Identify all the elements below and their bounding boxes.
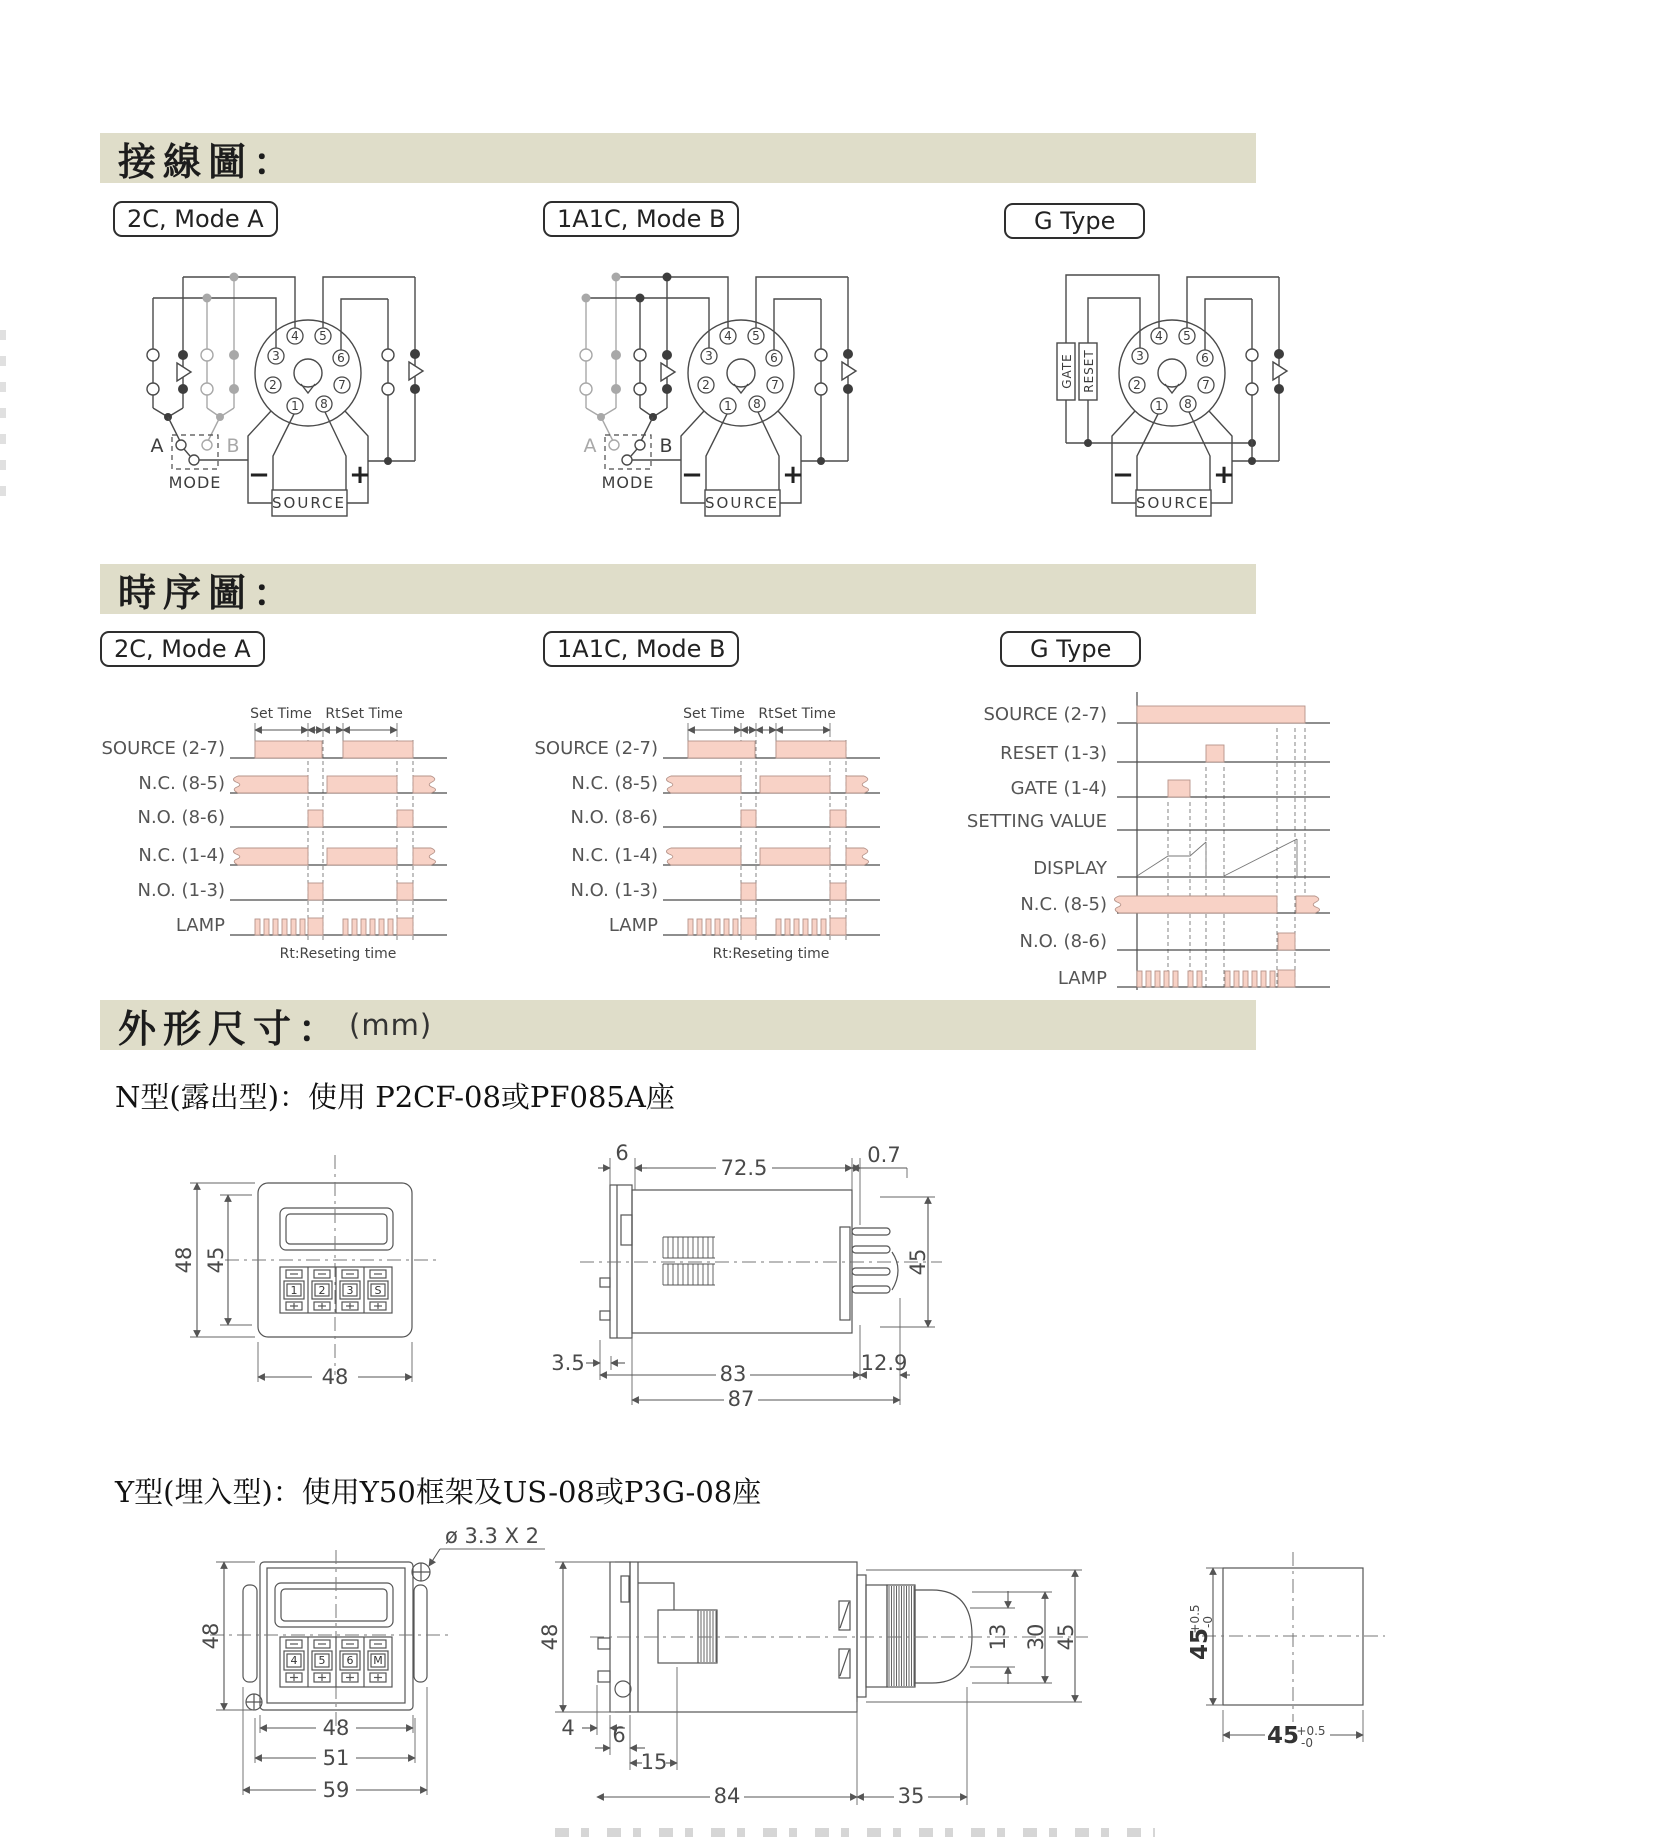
row-lamp: LAMP [175, 915, 225, 936]
pin-8: 8 [1184, 397, 1192, 411]
socket-icon [255, 320, 361, 426]
row-no-13: N.O. (1-3) [137, 880, 225, 901]
source-box-label: SOURCE [272, 494, 346, 512]
timing-b-guides [688, 737, 846, 940]
pin-8: 8 [320, 397, 328, 411]
row-source: SOURCE (2-7) [534, 738, 658, 759]
timing-b-row-labels [535, 738, 659, 936]
pin-6: 6 [770, 351, 778, 365]
timing-b-rows [663, 741, 880, 935]
pin-1: 1 [1155, 399, 1163, 413]
y-type-side-view [470, 1545, 1100, 1825]
socket-icon [688, 320, 794, 426]
timing-a-annotation [250, 706, 403, 737]
dim-87: 87 [727, 1387, 755, 1411]
mode-box-label: MODE [601, 473, 655, 492]
timing-b-annotation [683, 706, 836, 737]
wiring-g-source [1112, 411, 1235, 516]
wiring-section-title: 接線圖： [118, 138, 299, 184]
wiring-g-rails [1187, 277, 1279, 461]
timing-a-rows [230, 741, 447, 935]
row-gate: GATE (1-4) [1010, 778, 1107, 799]
row-reset: RESET (1-3) [1000, 743, 1107, 764]
mode-switch [151, 435, 249, 492]
y-side-body [590, 1562, 1088, 1712]
set-time-label-1: Set Time [683, 706, 745, 722]
wiring-variant-label-2c-mode-a: 2C, Mode A [113, 201, 278, 237]
n-side-body [580, 1185, 942, 1338]
mode-a-label: A [583, 435, 597, 457]
panel-cutout-view [1180, 1550, 1440, 1780]
rt-label: Rt [325, 706, 341, 722]
n-front-body [225, 1155, 440, 1375]
cutout-tol-dn-left: -0 [1201, 1616, 1215, 1628]
plus-sign: + [349, 460, 371, 490]
pin-4: 4 [1155, 329, 1163, 343]
pin-2: 2 [269, 378, 277, 392]
pin-8: 8 [753, 397, 761, 411]
row-no-86: N.O. (8-6) [137, 807, 225, 828]
mode-a-label: A [150, 435, 164, 457]
mode-b-label: B [226, 435, 240, 457]
minus-sign: − [681, 460, 703, 490]
minus-sign: − [248, 460, 270, 490]
row-nc-14: N.C. (1-4) [571, 845, 658, 866]
wheel-digit-2: 2 [318, 1284, 326, 1297]
n-side-dimensions [551, 1141, 935, 1411]
dim-48-bottom: 48 [322, 1716, 350, 1740]
reset-time-note: Rt:Reseting time [279, 946, 397, 962]
mode-b-label: B [659, 435, 673, 457]
dimensions-section-header [100, 1000, 1256, 1050]
timing-g-row-labels [967, 704, 1108, 989]
reset-time-note: Rt:Reseting time [712, 946, 830, 962]
y-side-dimensions [538, 1562, 1082, 1808]
wiring-diagram-1a1c-mode-b [528, 240, 948, 530]
row-no-86: N.O. (8-6) [1019, 931, 1107, 952]
pin-5: 5 [1183, 329, 1191, 343]
dim-48-bottom: 48 [321, 1365, 349, 1389]
pin-2: 2 [1133, 378, 1141, 392]
dim-48-left: 48 [538, 1623, 562, 1651]
row-no-86: N.O. (8-6) [570, 807, 658, 828]
wheel-digit-2: 5 [318, 1654, 326, 1667]
dim-83: 83 [719, 1362, 747, 1386]
wiring-diagram-2c-mode-a [95, 240, 515, 530]
heat-sink-fins [663, 1237, 715, 1285]
wheel-digit-1: 1 [290, 1284, 298, 1297]
timing-chart-2c-mode-a [95, 700, 495, 970]
y-type-heading: Y型(埋入型)：使用Y50框架及US-08或P3G-08座 [115, 1475, 762, 1509]
dim-48-left: 48 [199, 1622, 223, 1650]
mode-box-label: MODE [168, 473, 222, 492]
pin-5: 5 [319, 329, 327, 343]
wiring-variant-label-g-type: G Type [1004, 203, 1145, 239]
pin-3: 3 [1136, 349, 1144, 363]
dim-30: 30 [1024, 1623, 1048, 1651]
pin-4: 4 [291, 329, 299, 343]
dimensions-unit: (mm) [349, 1008, 433, 1042]
cutout-dimensions [1187, 1568, 1363, 1750]
row-nc-14: N.C. (1-4) [138, 845, 225, 866]
n-type-side-view [480, 1130, 950, 1420]
wheel-digit-4: M [373, 1654, 383, 1667]
socket-icon [1119, 320, 1225, 426]
wiring-b-left-contacts [580, 349, 675, 441]
dim-12-9: 12.9 [860, 1351, 908, 1375]
set-time-label-1: Set Time [250, 706, 312, 722]
source-box-label: SOURCE [1136, 494, 1210, 512]
row-nc-85: N.C. (8-5) [1020, 894, 1107, 915]
cutout-tol-up-bottom: +0.5 [1296, 1724, 1326, 1738]
timing-a-guides [255, 737, 413, 940]
pin-7: 7 [338, 378, 346, 392]
rt-label: Rt [758, 706, 774, 722]
wiring-g-gate-reset [1057, 275, 1256, 447]
row-no-13: N.O. (1-3) [570, 880, 658, 901]
wiring-b-source [681, 411, 804, 516]
mode-switch [584, 435, 682, 492]
row-source: SOURCE (2-7) [983, 704, 1107, 725]
dim-35: 35 [897, 1784, 925, 1808]
dim-84: 84 [713, 1784, 741, 1808]
cutout-tol-dn-bottom: -0 [1301, 1736, 1313, 1750]
cutout-centerlines [1202, 1552, 1385, 1722]
set-time-label-2: Set Time [341, 706, 403, 722]
pin-3: 3 [705, 349, 713, 363]
pin-7: 7 [771, 378, 779, 392]
cropped-bottom-text [555, 1828, 1155, 1837]
dimensions-section-title: 外形尺寸： [118, 1005, 344, 1051]
pin-7: 7 [1202, 378, 1210, 392]
minus-sign: − [1112, 460, 1134, 490]
plus-sign: + [782, 460, 804, 490]
wheel-digit-3: 3 [346, 1284, 354, 1297]
n-type-heading: N型(露出型)：使用 P2CF-08或PF085A座 [115, 1080, 675, 1114]
wheel-digit-1: 4 [290, 1654, 298, 1667]
dim-6: 6 [612, 1723, 626, 1747]
n-type-front-view [140, 1150, 460, 1400]
wheel-digit-3: 6 [346, 1654, 354, 1667]
dim-15: 15 [640, 1750, 668, 1774]
timing-chart-g-type [860, 690, 1370, 1000]
row-source: SOURCE (2-7) [101, 738, 225, 759]
cutout-dim-left: 45 [1187, 1627, 1213, 1661]
pin-1: 1 [724, 399, 732, 413]
dim-48-left: 48 [172, 1246, 196, 1274]
cutout-dim-bottom: 45 [1266, 1723, 1300, 1749]
plus-sign: + [1213, 460, 1235, 490]
row-nc-85: N.C. (8-5) [138, 773, 225, 794]
wiring-a-left-contacts [147, 349, 239, 441]
set-time-label-2: Set Time [774, 706, 836, 722]
timing-variant-label-2c-mode-a: 2C, Mode A [100, 631, 265, 667]
timing-variant-label-g-type: G Type [1000, 631, 1141, 667]
pin-2: 2 [702, 378, 710, 392]
wiring-variant-label-1a1c-mode-b: 1A1C, Mode B [543, 201, 739, 237]
n-front-thumbwheels [280, 1267, 392, 1313]
row-lamp: LAMP [608, 915, 658, 936]
pin-1: 1 [291, 399, 299, 413]
row-display: DISPLAY [1033, 858, 1107, 879]
dim-45-right: 45 [906, 1248, 930, 1276]
pin-3: 3 [272, 349, 280, 363]
dim-45-inner: 45 [204, 1246, 228, 1274]
pin-5: 5 [752, 329, 760, 343]
wiring-a-source [248, 411, 371, 516]
y-front-thumbwheels [280, 1637, 392, 1687]
dim-59: 59 [322, 1778, 350, 1802]
row-nc-85: N.C. (8-5) [571, 773, 658, 794]
wiring-b-rails [582, 273, 849, 462]
timing-section-header [100, 564, 1256, 614]
timing-a-row-labels [102, 738, 226, 936]
dim-4: 4 [561, 1716, 575, 1740]
gate-box-label: GATE [1060, 353, 1074, 389]
wiring-section-header [100, 133, 1256, 183]
dim-72-5: 72.5 [720, 1156, 768, 1180]
page-binding-marks [0, 330, 6, 500]
dim-6: 6 [615, 1141, 629, 1165]
pin-6: 6 [337, 351, 345, 365]
timing-section-title: 時序圖： [118, 569, 299, 615]
pin-6: 6 [1201, 351, 1209, 365]
timing-g-rows [1114, 706, 1330, 987]
dim-45: 45 [1054, 1623, 1078, 1651]
screw-note: ø 3.3 X 2 [444, 1524, 540, 1548]
pin-4: 4 [724, 329, 732, 343]
wiring-diagram-g-type [959, 240, 1379, 530]
dim-13: 13 [986, 1623, 1010, 1651]
reset-box-label: RESET [1082, 349, 1096, 393]
row-lamp: LAMP [1057, 968, 1107, 989]
source-box-label: SOURCE [705, 494, 779, 512]
cutout-tol-up-left: +0.5 [1188, 1604, 1202, 1634]
dim-0-7: 0.7 [867, 1143, 901, 1167]
dim-51: 51 [322, 1746, 350, 1770]
dim-3-5: 3.5 [551, 1351, 585, 1375]
row-setting-value: SETTING VALUE [966, 811, 1107, 832]
timing-variant-label-1a1c-mode-b: 1A1C, Mode B [543, 631, 739, 667]
wheel-digit-4: S [374, 1284, 382, 1297]
